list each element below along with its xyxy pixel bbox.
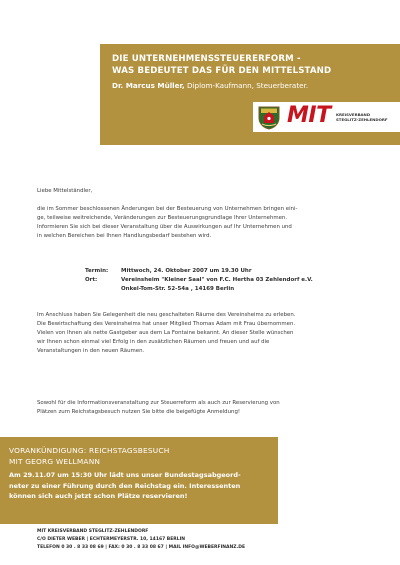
logo-subline-2: STEGLITZ-ZEHLENDORF xyxy=(336,117,388,122)
salutation: Liebe Mittelständler, xyxy=(37,188,93,194)
announcement-body xyxy=(9,470,241,502)
announcement-line: neter zu einer Führung durch den Reichstag ein. Interessenten xyxy=(9,481,241,490)
logo-subline xyxy=(336,112,388,122)
announcement-title xyxy=(9,445,170,467)
announcement-title-line-1: VORANKÜNDIGUNG: REICHSTAGSBESUCH xyxy=(9,446,170,455)
ort-row-2 xyxy=(85,285,313,294)
ort-address: Onkel-Tom-Str. 52-54a , 14169 Berlin xyxy=(121,286,235,293)
paragraph-venue xyxy=(37,311,367,356)
paragraph-registration xyxy=(37,399,367,417)
footer-organization: MIT KREISVERBAND STEGLITZ-ZEHLENDORF xyxy=(37,529,149,534)
termin-label: Termin: xyxy=(85,268,109,274)
footer-contact xyxy=(37,528,245,553)
footer-address: C/O DIETER WEBER | ECHTERMEYERSTR. 10, 14167 BERLIN xyxy=(37,537,186,543)
title-line-1: DIE UNTERNEHMENSSTEUERERFORM - xyxy=(112,54,301,64)
paragraph-line: wir Ihnen schon einmal viel Erfolg in den zusätzlichen Räumen und freuen und auf die xyxy=(37,339,270,346)
event-details xyxy=(85,267,313,294)
termin-value: Mittwoch, 24. Oktober 2007 um 19.30 Uhr xyxy=(121,268,252,274)
letter-intro xyxy=(37,187,367,242)
announcement-line: Am 29.11.07 um 15:30 Uhr lädt uns unser Bundestagsabgeord- xyxy=(9,471,241,479)
author-line xyxy=(112,81,308,90)
author-name: Dr. Marcus Müller, xyxy=(112,81,185,90)
paragraph-line: Vielen von Ihnen als nette Gastgeber aus dem La Fontaine bekannt. An dieser Stelle wünschen xyxy=(37,330,294,337)
ort-label: Ort: xyxy=(85,277,98,284)
paragraph-line: Veranstaltungen in den neuen Räumen. xyxy=(37,348,145,355)
paragraph-line: Sowohl für die Informationsveranstaltung zur Steuerreform als auch zur Reservierung von xyxy=(37,400,280,406)
logo-mark: MIT xyxy=(287,103,331,128)
paragraph-line: Im Anschluss haben Sie Gelegenheit die neu geschalteten Räume des Vereinsheims zu erleben. xyxy=(37,312,296,318)
ort-row xyxy=(85,276,313,285)
termin-row xyxy=(85,267,313,276)
intro-line: Informieren Sie sich bei dieser Veranstaltung über die Auswirkungen auf Ihr Unternehmen und xyxy=(37,224,292,231)
intro-line: ge, teilweise weitreichende, Veränderungen zur Besteuerungsgrundlage Ihrer Unternehmen. xyxy=(37,215,288,222)
intro-line: in welchen Bereichen bei Ihnen Handlungsbedarf bestehen wird. xyxy=(37,233,212,240)
paragraph-line: Plätzen zum Reichstagsbesuch nutzen Sie bitte die beigefügte Anmeldung! xyxy=(37,409,241,416)
title-line-2: WAS BEDEUTET DAS FÜR DEN MITTELSTAND xyxy=(112,65,332,76)
logo-panel xyxy=(253,102,400,132)
logo-subline-1: KREISVERBAND xyxy=(336,112,371,117)
page-title xyxy=(112,54,397,77)
announcement-box xyxy=(0,437,278,524)
header-banner xyxy=(100,44,400,145)
intro-line: die im Sommer beschlossenen Änderungen bei der Besteuerung von Unternehmen bringen eini- xyxy=(37,206,298,213)
announcement-title-line-2: MIT GEORG WELLMANN xyxy=(9,457,101,466)
author-role: Diplom-Kaufmann, Steuerberater. xyxy=(184,81,309,90)
footer-phone-fax-mail: TELEFON 0 30 . 8 33 08 69 | FAX: 0 30 . 8 33 08 67 | MAIL INFO@WEBERFINANZ.DE xyxy=(37,545,246,551)
ort-value: Vereinsheim "Kleiner Saal" von F.C. Hertha 03 Zehlendorf e.V. xyxy=(121,277,313,284)
coat-of-arms-icon xyxy=(256,104,282,130)
paragraph-line: Die Bewirtschaftung des Vereinsheims hat unser Mitglied Thomas Adam mit Frau übernommen. xyxy=(37,321,296,328)
announcement-line: können sich auch jetzt schon Plätze reservieren! xyxy=(9,492,188,501)
